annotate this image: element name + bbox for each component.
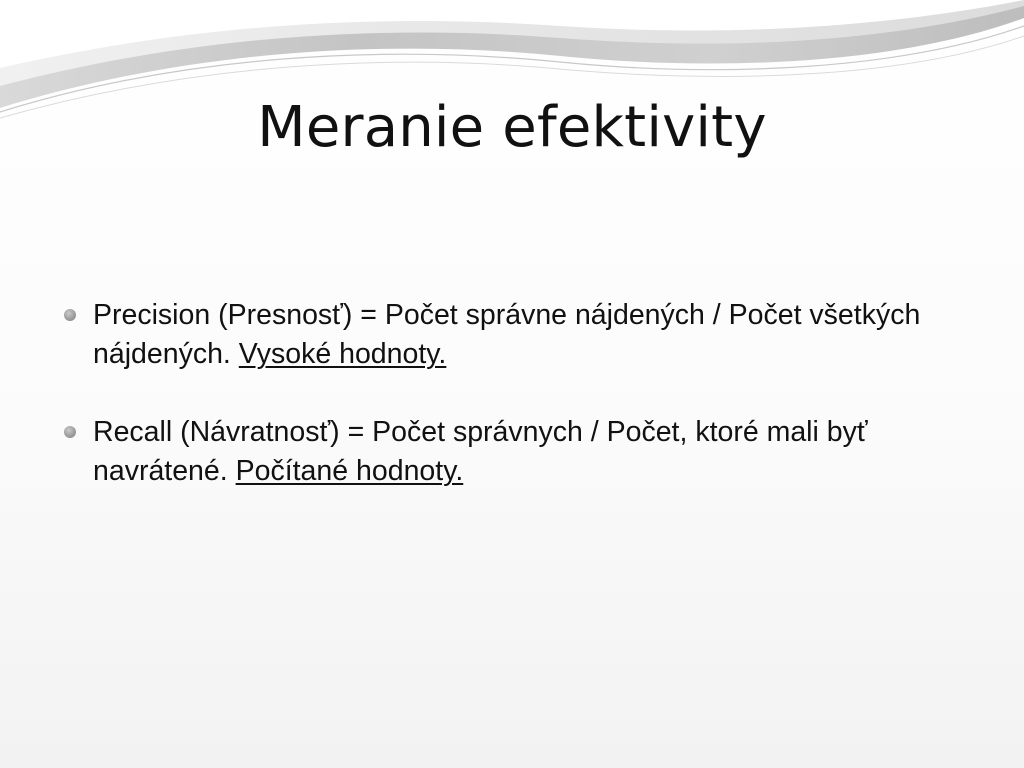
bullet-dot-icon — [64, 309, 76, 321]
bullet-list — [64, 296, 984, 530]
bullet-recall-note: Počítané hodnoty. — [235, 455, 464, 487]
bullet-dot-icon — [64, 426, 76, 438]
bullet-precision-text: Precision (Presnosť) = Počet správne nájdených / Počet všetkých nájdených. — [93, 299, 921, 370]
bullet-recall — [64, 413, 984, 491]
bullet-precision — [64, 296, 984, 374]
bullet-precision-note: Vysoké hodnoty. — [238, 338, 447, 370]
slide-title: Meranie efektivity — [257, 95, 767, 160]
bullet-recall-text: Recall (Návratnosť) = Počet správnych / Počet, ktoré mali byť navrátené. — [93, 416, 868, 487]
